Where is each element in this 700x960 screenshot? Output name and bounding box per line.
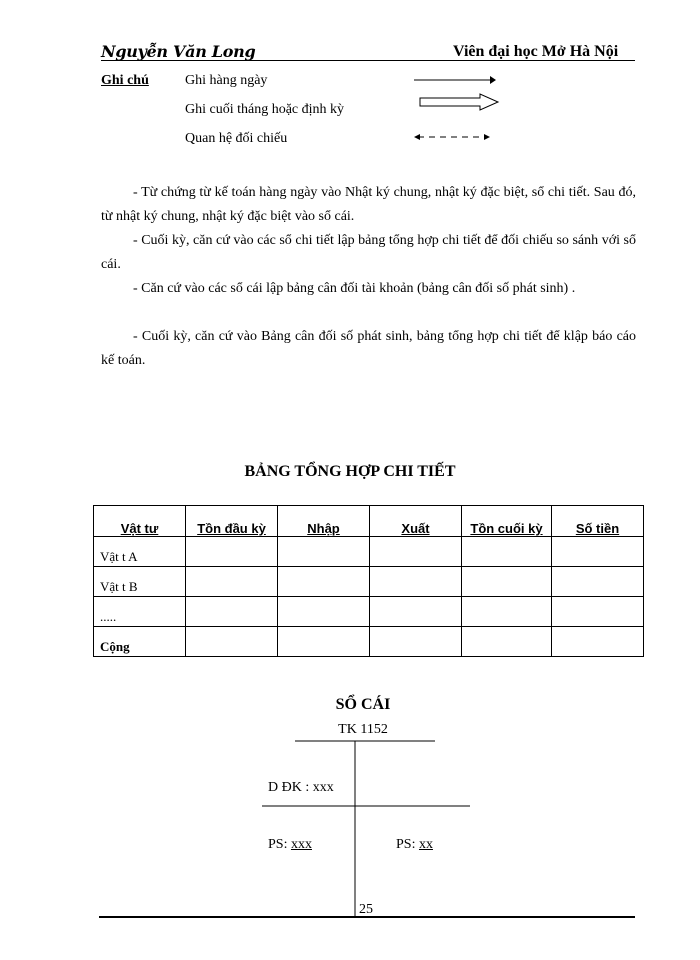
- note-daily-text: Ghi hàng ngày: [185, 73, 268, 88]
- ledger-ps-credit: [396, 837, 433, 853]
- header-rule: [101, 60, 635, 61]
- detail-table-title: BẢNG TỔNG HỢP CHI TIẾT: [244, 463, 456, 480]
- author-name: Nguyễn Văn Long: [101, 42, 256, 61]
- ps-credit-label: PS:: [396, 837, 416, 852]
- hollow-arrow-icon: [414, 93, 500, 111]
- row-label: .....: [94, 597, 186, 627]
- paragraph-3: - Căn cứ vào các sổ cái lập bảng cân đối tài khoản (bảng cân đối số phát sinh) .: [133, 281, 576, 296]
- ps-debit-value: xxx: [290, 837, 312, 852]
- ledger-title: SỔ CÁI: [335, 696, 391, 713]
- footer-rule: [99, 916, 635, 918]
- table-row-total: [94, 627, 644, 657]
- row-label: Vật t B: [94, 567, 186, 597]
- col-header-export: Xuất: [370, 506, 462, 537]
- table-row: [94, 567, 644, 597]
- col-header-closing: Tồn cuối kỳ: [462, 506, 552, 537]
- col-header-material: Vật tư: [94, 506, 186, 537]
- note-reconcile-text: Quan hệ đối chiếu: [185, 131, 288, 146]
- notes-label: Ghi chú: [101, 73, 149, 88]
- col-header-opening: Tồn đầu kỳ: [186, 506, 278, 537]
- row-label: Vật t A: [94, 537, 186, 567]
- detail-table: [93, 505, 644, 657]
- ledger-ps-debit: [268, 837, 312, 853]
- col-header-amount: Số tiền: [552, 506, 644, 537]
- ps-debit-label: PS:: [268, 837, 288, 852]
- col-header-import: Nhập: [278, 506, 370, 537]
- ledger-opening-balance: D ĐK : xxx: [268, 780, 334, 795]
- note-periodic-text: Ghi cuối tháng hoặc định kỳ: [185, 102, 345, 117]
- thin-arrow-icon: [414, 73, 496, 87]
- row-label-total: Cộng: [94, 627, 186, 657]
- paragraph-1: - Từ chứng từ kế toán hàng ngày vào Nhật ký chung, nhật ký đặc biệt, sổ chi tiết. Sau đó, từ nhật ký chung, nhật ký đặc biệt vào sổ cái.: [101, 185, 636, 224]
- page-number: 25: [359, 902, 373, 917]
- paragraph-2: - Cuối kỳ, căn cứ vào các sổ chi tiết lập bảng tổng hợp chi tiết để đối chiếu so sánh với sổ cái.: [101, 233, 636, 272]
- ledger-account: TK 1152: [338, 722, 388, 737]
- institution-name: Viên đại học Mở Hà Nội: [453, 43, 619, 60]
- table-row: [94, 537, 644, 567]
- table-header-row: [94, 506, 644, 537]
- ps-credit-value: xx: [418, 837, 433, 852]
- dashed-double-arrow-icon: [414, 130, 492, 144]
- t-account-lines: [250, 735, 480, 920]
- paragraph-4: - Cuối kỳ, căn cứ vào Bảng cân đối số phát sinh, bảng tổng hợp chi tiết để klập báo cáo kế toán.: [101, 329, 636, 368]
- table-row: [94, 597, 644, 627]
